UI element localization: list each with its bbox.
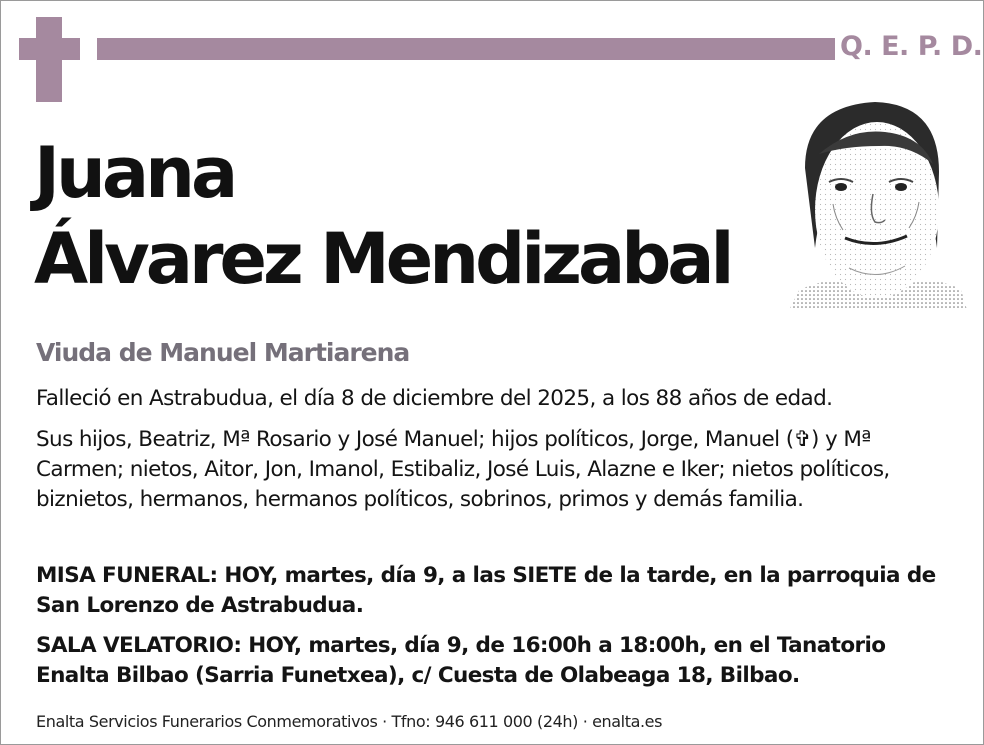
deceased-name (34, 130, 731, 302)
death-notice: Falleció en Astrabudua, el día 8 de diciembre del 2025, a los 88 años de edad. (36, 386, 833, 411)
family-list-part-2: ) y Mª Carmen; nietos, Aitor, Jon, Imanol, Estibaliz, José Luis, Alazne e Iker; nietos políticos, biznietos, hermanos, hermanos políticos, sobrinos, primos y demás familia. (36, 427, 890, 512)
family-list (36, 425, 956, 515)
deceased-cross-icon: ✞ (793, 427, 811, 452)
cross-horizontal-bar (19, 38, 80, 60)
portrait-photo (789, 98, 967, 310)
funeral-home-footer: Enalta Servicios Funerarios Conmemorativos · Tfno: 946 611 000 (24h) · enalta.es (36, 712, 663, 731)
qepd-badge: Q. E. P. D. (840, 31, 983, 62)
header-rule (97, 38, 835, 60)
first-name: Juana (34, 132, 235, 214)
funeral-mass-notice: MISA FUNERAL: HOY, martes, día 9, a las SIETE de la tarde, en la parroquia de San Lorenzo de Astrabudua. (36, 563, 936, 618)
family-list-part-1: Sus hijos, Beatriz, Mª Rosario y José Manuel; hijos políticos, Jorge, Manuel ( (36, 427, 794, 452)
surnames: Álvarez Mendizabal (34, 218, 731, 300)
widow-of-line: Viuda de Manuel Martiarena (36, 338, 410, 367)
wake-room-notice: SALA VELATORIO: HOY, martes, día 9, de 16:00h a 18:00h, en el Tanatorio Enalta Bilbao (Sarria Funetxea), c/ Cuesta de Olabeaga 18, Bilbao. (36, 633, 886, 688)
